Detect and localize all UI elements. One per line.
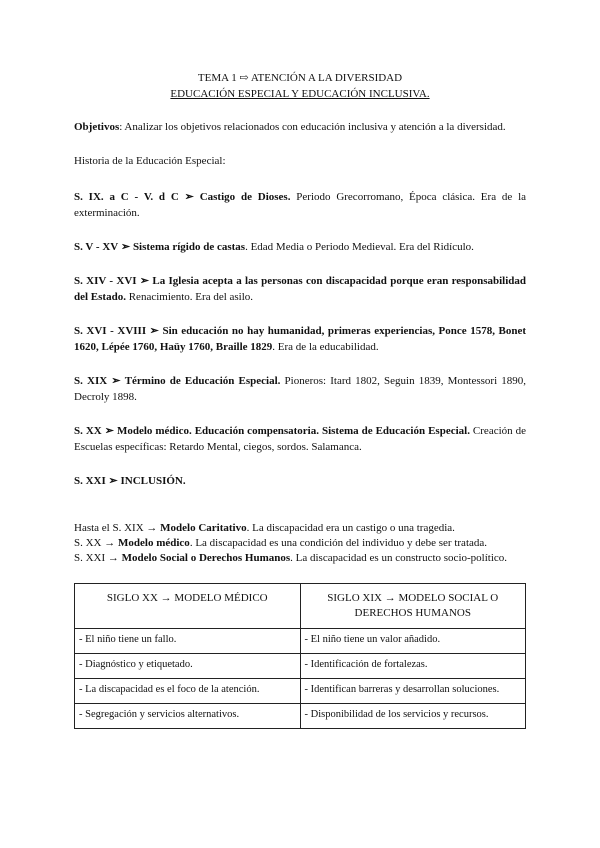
table-row	[75, 629, 526, 654]
table-cell: - Identifican barreras y desarrollan soluciones.	[300, 679, 526, 704]
era-title: Modelo médico. Educación compensatoria. Sistema de Educación Especial.	[116, 425, 470, 437]
objectives-label: Objetivos	[74, 121, 120, 133]
objectives-paragraph	[74, 119, 526, 135]
table-header-social: SIGLO XIX → MODELO SOCIAL O DERECHOS HUMANOS	[300, 584, 526, 629]
table-cell: - Segregación y servicios alternativos.	[75, 704, 301, 729]
comparison-table	[74, 583, 526, 729]
era-item	[74, 239, 526, 255]
model-text: . La discapacidad es un constructo socio-político.	[290, 552, 508, 564]
history-heading: Historia de la Educación Especial:	[74, 155, 226, 167]
table-cell: - Identificación de fortalezas.	[300, 654, 526, 679]
model-line	[74, 536, 526, 551]
table-cell: - La discapacidad es el foco de la atención.	[75, 679, 301, 704]
arrow-icon: ➢	[139, 275, 150, 287]
era-text: . Edad Media o Periodo Medieval. Era del Ridículo.	[245, 241, 474, 253]
era-period: S. IX. a C - V. d C	[74, 191, 179, 203]
document-subtitle: EDUCACIÓN ESPECIAL Y EDUCACIÓN INCLUSIVA.	[170, 88, 430, 100]
era-item	[74, 423, 526, 455]
table-cell: - El niño tiene un fallo.	[75, 629, 301, 654]
era-title: Sistema rígido de castas	[132, 241, 246, 253]
model-prefix: Hasta el S. XIX →	[74, 522, 158, 534]
era-item	[74, 473, 526, 489]
era-title: Sin educación no hay humanidad, primeras experiencias, Ponce 1578, Bonet 1620, Lépée 1760, Haüy 1760, Braille 1829	[74, 325, 527, 353]
era-period: S. XIV - XVI	[74, 275, 137, 287]
model-line	[74, 551, 526, 566]
document-page	[74, 70, 526, 729]
arrow-icon: ➢	[104, 425, 114, 437]
model-prefix: S. XX →	[74, 537, 116, 549]
era-text: Renacimiento. Era del asilo.	[125, 291, 254, 303]
table-row	[75, 704, 526, 729]
era-text: . Era de la educabilidad.	[272, 341, 379, 353]
arrow-icon: ➢	[184, 191, 194, 203]
era-title: La Iglesia acepta a las personas con discapacidad porque eran responsabilidad del Estado.	[74, 275, 526, 303]
model-text: . La discapacidad era un castigo o una tragedia.	[246, 522, 455, 534]
arrow-icon: ➢	[111, 375, 121, 387]
objectives-text: : Analizar los objetivos relacionados con educación inclusiva y atención a la diversidad.	[119, 121, 506, 133]
table-cell: - Diagnóstico y etiquetado.	[75, 654, 301, 679]
era-item	[74, 189, 526, 221]
era-title: Castigo de Dioses.	[199, 191, 291, 203]
era-period: S. XX	[74, 425, 102, 437]
arrow-icon: ➢	[120, 241, 131, 253]
model-name: Modelo Social o Derechos Humanos	[121, 552, 291, 564]
model-text: . La discapacidad es una condición del individuo y debe ser tratada.	[189, 537, 488, 549]
arrow-icon: ➢	[108, 475, 118, 487]
model-line	[74, 521, 526, 536]
table-cell: - Disponibilidad de los servicios y recursos.	[300, 704, 526, 729]
table-header-row	[75, 584, 526, 629]
table-header-medical: SIGLO XX → MODELO MÉDICO	[75, 584, 301, 629]
table-row	[75, 654, 526, 679]
era-item	[74, 373, 526, 405]
table-cell: - El niño tiene un valor añadido.	[300, 629, 526, 654]
era-title: INCLUSIÓN.	[120, 475, 186, 487]
model-name: Modelo Caritativo	[160, 522, 247, 534]
models-section	[74, 521, 526, 566]
era-text: Creación de Escuelas específicas: Retardo Mental, ciegos, sordos. Salamanca.	[74, 425, 527, 453]
era-item	[74, 323, 526, 355]
document-title: TEMA 1 ⇨ ATENCIÓN A LA DIVERSIDAD	[197, 72, 403, 84]
era-text: Pioneros: Itard 1802, Seguin 1839, Montessori 1890, Decroly 1898.	[74, 375, 527, 403]
model-name: Modelo médico	[118, 537, 190, 549]
era-period: S. XVI - XVIII	[74, 325, 147, 337]
era-period: S. V - XV	[74, 241, 119, 253]
era-text: Periodo Grecorromano, Época clásica. Era de la exterminación.	[74, 191, 527, 219]
era-period: S. XXI	[74, 475, 106, 487]
era-title: Término de Educación Especial.	[124, 375, 281, 387]
table-row	[75, 679, 526, 704]
era-period: S. XIX	[74, 375, 108, 387]
era-item	[74, 273, 526, 305]
model-prefix: S. XXI →	[74, 552, 119, 564]
arrow-icon: ➢	[149, 325, 159, 337]
